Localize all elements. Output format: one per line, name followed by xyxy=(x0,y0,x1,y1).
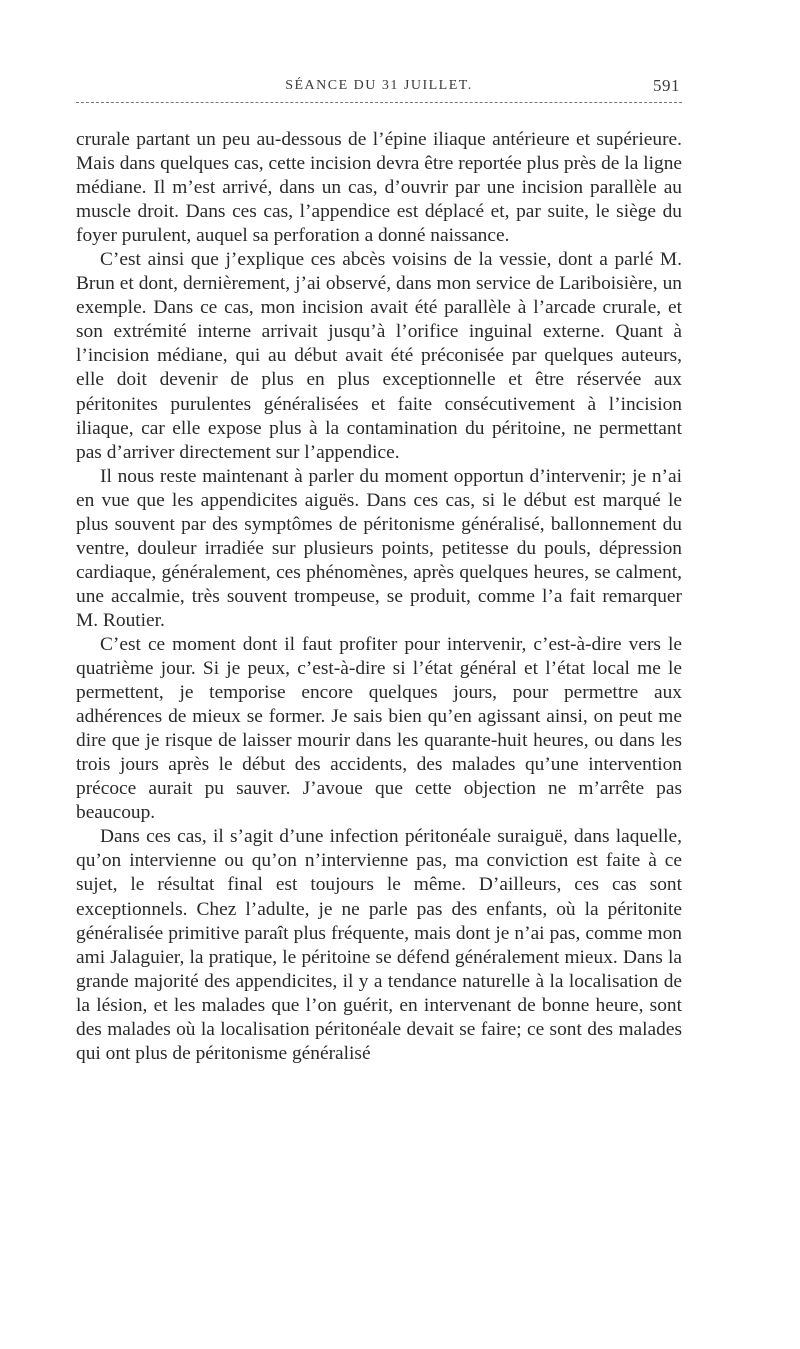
body-text xyxy=(76,128,682,1066)
paragraph: C’est ce moment dont il faut profiter pour intervenir, c’est-à-dire vers le quatrième jour. Si je peux, c’est-à-dire si l’état général et l’état local me le permettent, je temporise encore quelques jours, pour permettre aux adhérences de mieux se former. Je sais bien qu’en agissant ainsi, on peut me dire que je risque de laisser mourir dans les quarante-huit heures, ou dans les trois jours après le début des accidents, des malades qu’une intervention précoce aurait pu sauver. J’avoue que cette objection ne m’arrête pas beaucoup. xyxy=(76,633,682,824)
running-header xyxy=(76,70,682,98)
running-title: SÉANCE DU 31 JUILLET. xyxy=(285,78,473,93)
paragraph-continued: crurale partant un peu au-dessous de l’épine iliaque antérieure et supérieure. Mais dans quelques cas, cette incision devra être reportée plus près de la ligne médiane. Il m’est arrivé, dans un cas, d’ouvrir par une incision parallèle au muscle droit. Dans ces cas, l’appendice est déplacé et, par suite, le siège du foyer purulent, auquel sa perforation a donné naissance. xyxy=(76,129,682,247)
paragraph: Il nous reste maintenant à parler du moment opportun d’intervenir; je n’ai en vue que les appendicites aiguës. Dans ces cas, si le début est marqué le plus souvent par des symptômes de péritonisme généralisé, ballonnement du ventre, douleur irradiée sur plusieurs points, petitesse du pouls, dépression cardiaque, généralement, ces phénomènes, après quelques heures, se calment, une accalmie, très souvent trompeuse, se produit, comme l’a fait remarquer M. Routier. xyxy=(76,465,682,631)
paragraph: Dans ces cas, il s’agit d’une infection péritonéale suraiguë, dans laquelle, qu’on intervienne ou qu’on n’intervienne pas, ma conviction est faite à ce sujet, le résultat final est toujours le même. D’ailleurs, ces cas sont exceptionnels. Chez l’adulte, je ne parle pas des enfants, où la péritonite généralisée primitive paraît plus fréquente, mais dont je n’ai pas, comme mon ami Jalaguier, la pratique, le péritoine se défend généralement mieux. Dans la grande majorité des appendicites, il y a tendance naturelle à la localisation de la lésion, et les malades que l’on guérit, en intervenant de bonne heure, sont des malades où la localisation péritonéale devait se faire; ce sont des malades qui ont plus de péritonisme généralisé xyxy=(76,826,682,1064)
page-number: 591 xyxy=(653,76,680,95)
header-rule xyxy=(76,102,682,103)
book-page xyxy=(76,70,682,1066)
paragraph: C’est ainsi que j’explique ces abcès voisins de la vessie, dont a parlé M. Brun et dont, dernièrement, j’ai observé, dans mon service de Lariboisière, un exemple. Dans ce cas, mon incision avait été parallèle à l’arcade crurale, et son extrémité interne arrivait jusqu’à l’orifice inguinal externe. Quant à l’incision médiane, qui au début avait été préconisée par quelques auteurs, elle doit devenir de plus en plus exceptionnelle et être réservée aux péritonites purulentes généralisées et faite consécutivement à l’incision iliaque, car elle expose plus à la contamination du péritoine, ne permettant pas d’arriver directement sur l’appendice. xyxy=(76,249,682,463)
